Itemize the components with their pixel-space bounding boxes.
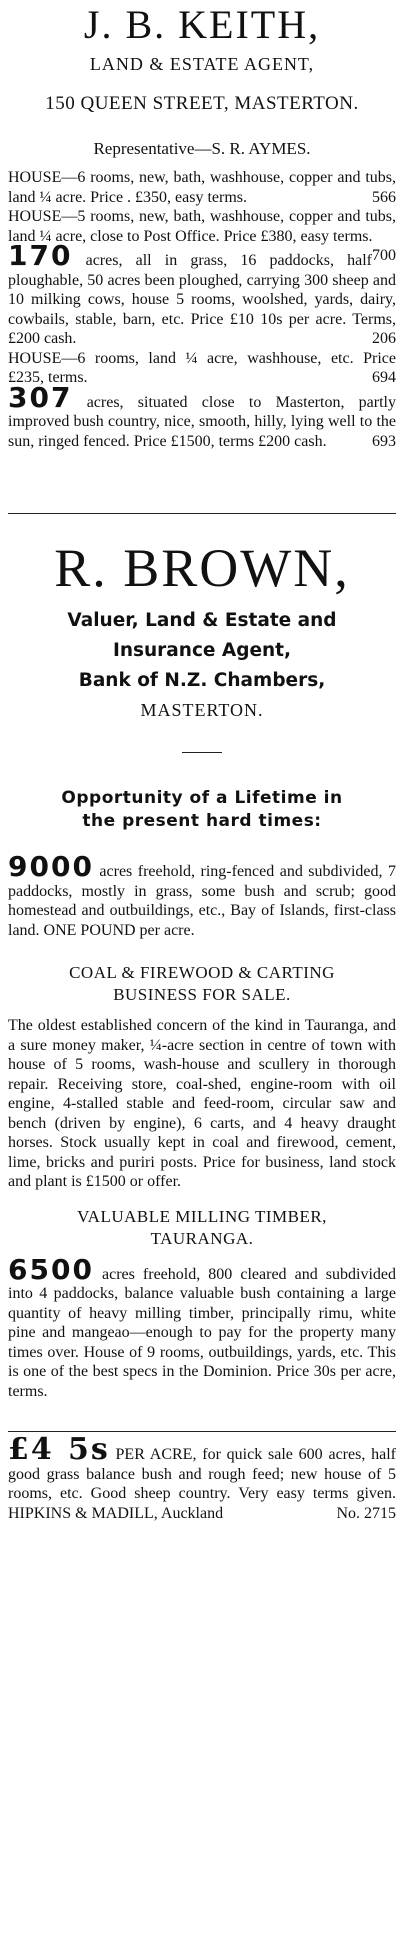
listing-lead-figure: 6500	[8, 1252, 94, 1286]
opportunity-line-1: Opportunity of a Lifetime in	[61, 788, 343, 808]
milling-heading-2: TAURANGA.	[150, 1228, 254, 1248]
keith-address: 150 QUEEN STREET, MASTERTON.	[45, 93, 359, 114]
listing-text: PER ACRE, for quick sale 600 acres, half good grass balance bush and rough feed; new house of 5 rooms, etc. Good sheep country. Very easy terms given. HIPKINS & MADILL, Auckland	[8, 1446, 396, 1522]
brown-town: MASTERTON.	[140, 700, 264, 720]
listing-number: No. 2715	[336, 1504, 396, 1522]
listing-final-per-acre	[8, 1432, 396, 1523]
listing-307-acres	[8, 380, 396, 452]
coal-business-text: The oldest established concern of the kind in Tauranga, and a sure money maker, ¼-acre section in centre of town with house of 5 rooms, wash-house and scullery in thorough repair. Receiving store, coal-shed, engine-room with oil engine, 4-stalled stable and feed-room, circular saw and bench (driven by engine), 6 carts, and 4 heavy draught horses. Stock usually kept in coal and firewood, cement, lime, bricks and puriri posts. Price for business, land stock and plant is £1500 or offer.	[8, 1017, 396, 1190]
brown-line-3: Bank of N.Z. Chambers,	[78, 670, 326, 691]
brown-line-2: Insurance Agent,	[112, 640, 292, 661]
opportunity-line-2: the present hard times:	[82, 811, 322, 831]
listing-lead-figure: 307	[8, 380, 73, 414]
listing-number: 693	[372, 432, 396, 450]
listing-text: HOUSE—5 rooms, new, bath, washhouse, copper and tubs, land ¼ acre, close to Post Office. Price £380, easy terms.	[8, 208, 396, 245]
listing-text: acres freehold, 800 cleared and subdivided into 4 paddocks, balance valuable bush containing a large quantity of heavy milling timber, principally rimu, white pine and mangeao—enough to pay for the property many times over. House of 9 rooms, outbuildings, yards, etc. This is one of the best specs in the Dominion. Price 30s per acre, terms.	[8, 1265, 396, 1400]
keith-title: J. B. KEITH,	[83, 2, 321, 47]
keith-representative: Representative—S. R. AYMES.	[93, 139, 311, 158]
listing-number: 700	[372, 247, 396, 264]
listing-text: acres, situated close to Masterton, partly improved bush country, nice, smooth, hilly, lying well to the sun, ringed fenced. Price £1500, terms £200 cash.	[8, 393, 396, 450]
listing-text: HOUSE—6 rooms, land ¼ acre, washhouse, etc. Price £235, terms.	[8, 349, 396, 386]
listing-lead-figure: 170	[8, 239, 73, 272]
brown-line-1: Valuer, Land & Estate and	[67, 610, 337, 631]
listing-lead-figure: 9000	[8, 850, 94, 883]
brown-title: R. BROWN,	[54, 538, 350, 598]
listing-number: 566	[372, 188, 396, 206]
keith-subtitle: LAND & ESTATE AGENT,	[89, 54, 315, 74]
listing-lead-price: £4 5s	[8, 1432, 110, 1467]
short-divider	[182, 752, 222, 753]
listing-9000-acres	[8, 850, 396, 940]
listing-number: 206	[372, 330, 396, 347]
section-divider	[8, 513, 396, 514]
listing-text: HOUSE—6 rooms, new, bath, washhouse, copper and tubs, land ¼ acre. Price . £350, easy terms.	[8, 169, 396, 206]
coal-heading-2: BUSINESS FOR SALE.	[113, 985, 291, 1004]
listing-text: acres freehold, ring-fenced and subdivided, 7 paddocks, mostly in grass, some bush and scrub; good homestead and outbuildings, etc., Bay of Islands, first-class land. ONE POUND per acre.	[8, 863, 396, 939]
milling-heading-1: VALUABLE MILLING TIMBER,	[77, 1206, 327, 1226]
listing-number: 694	[372, 369, 396, 386]
listing-text: acres, all in grass, 16 paddocks, half ploughable, 50 acres been ploughed, carrying 300 sheep and 10 milking cows, house 5 rooms, woolshed, yards, dairy, cowbails, stable, barn, etc. Price £10 10s per acre. Terms, £200 cash.	[8, 252, 396, 347]
listing-170-acres	[8, 239, 396, 349]
listing-house-6-rooms	[8, 168, 396, 207]
coal-heading-1: COAL & FIREWOOD & CARTING	[69, 963, 335, 982]
listing-6500-acres	[8, 1252, 396, 1402]
